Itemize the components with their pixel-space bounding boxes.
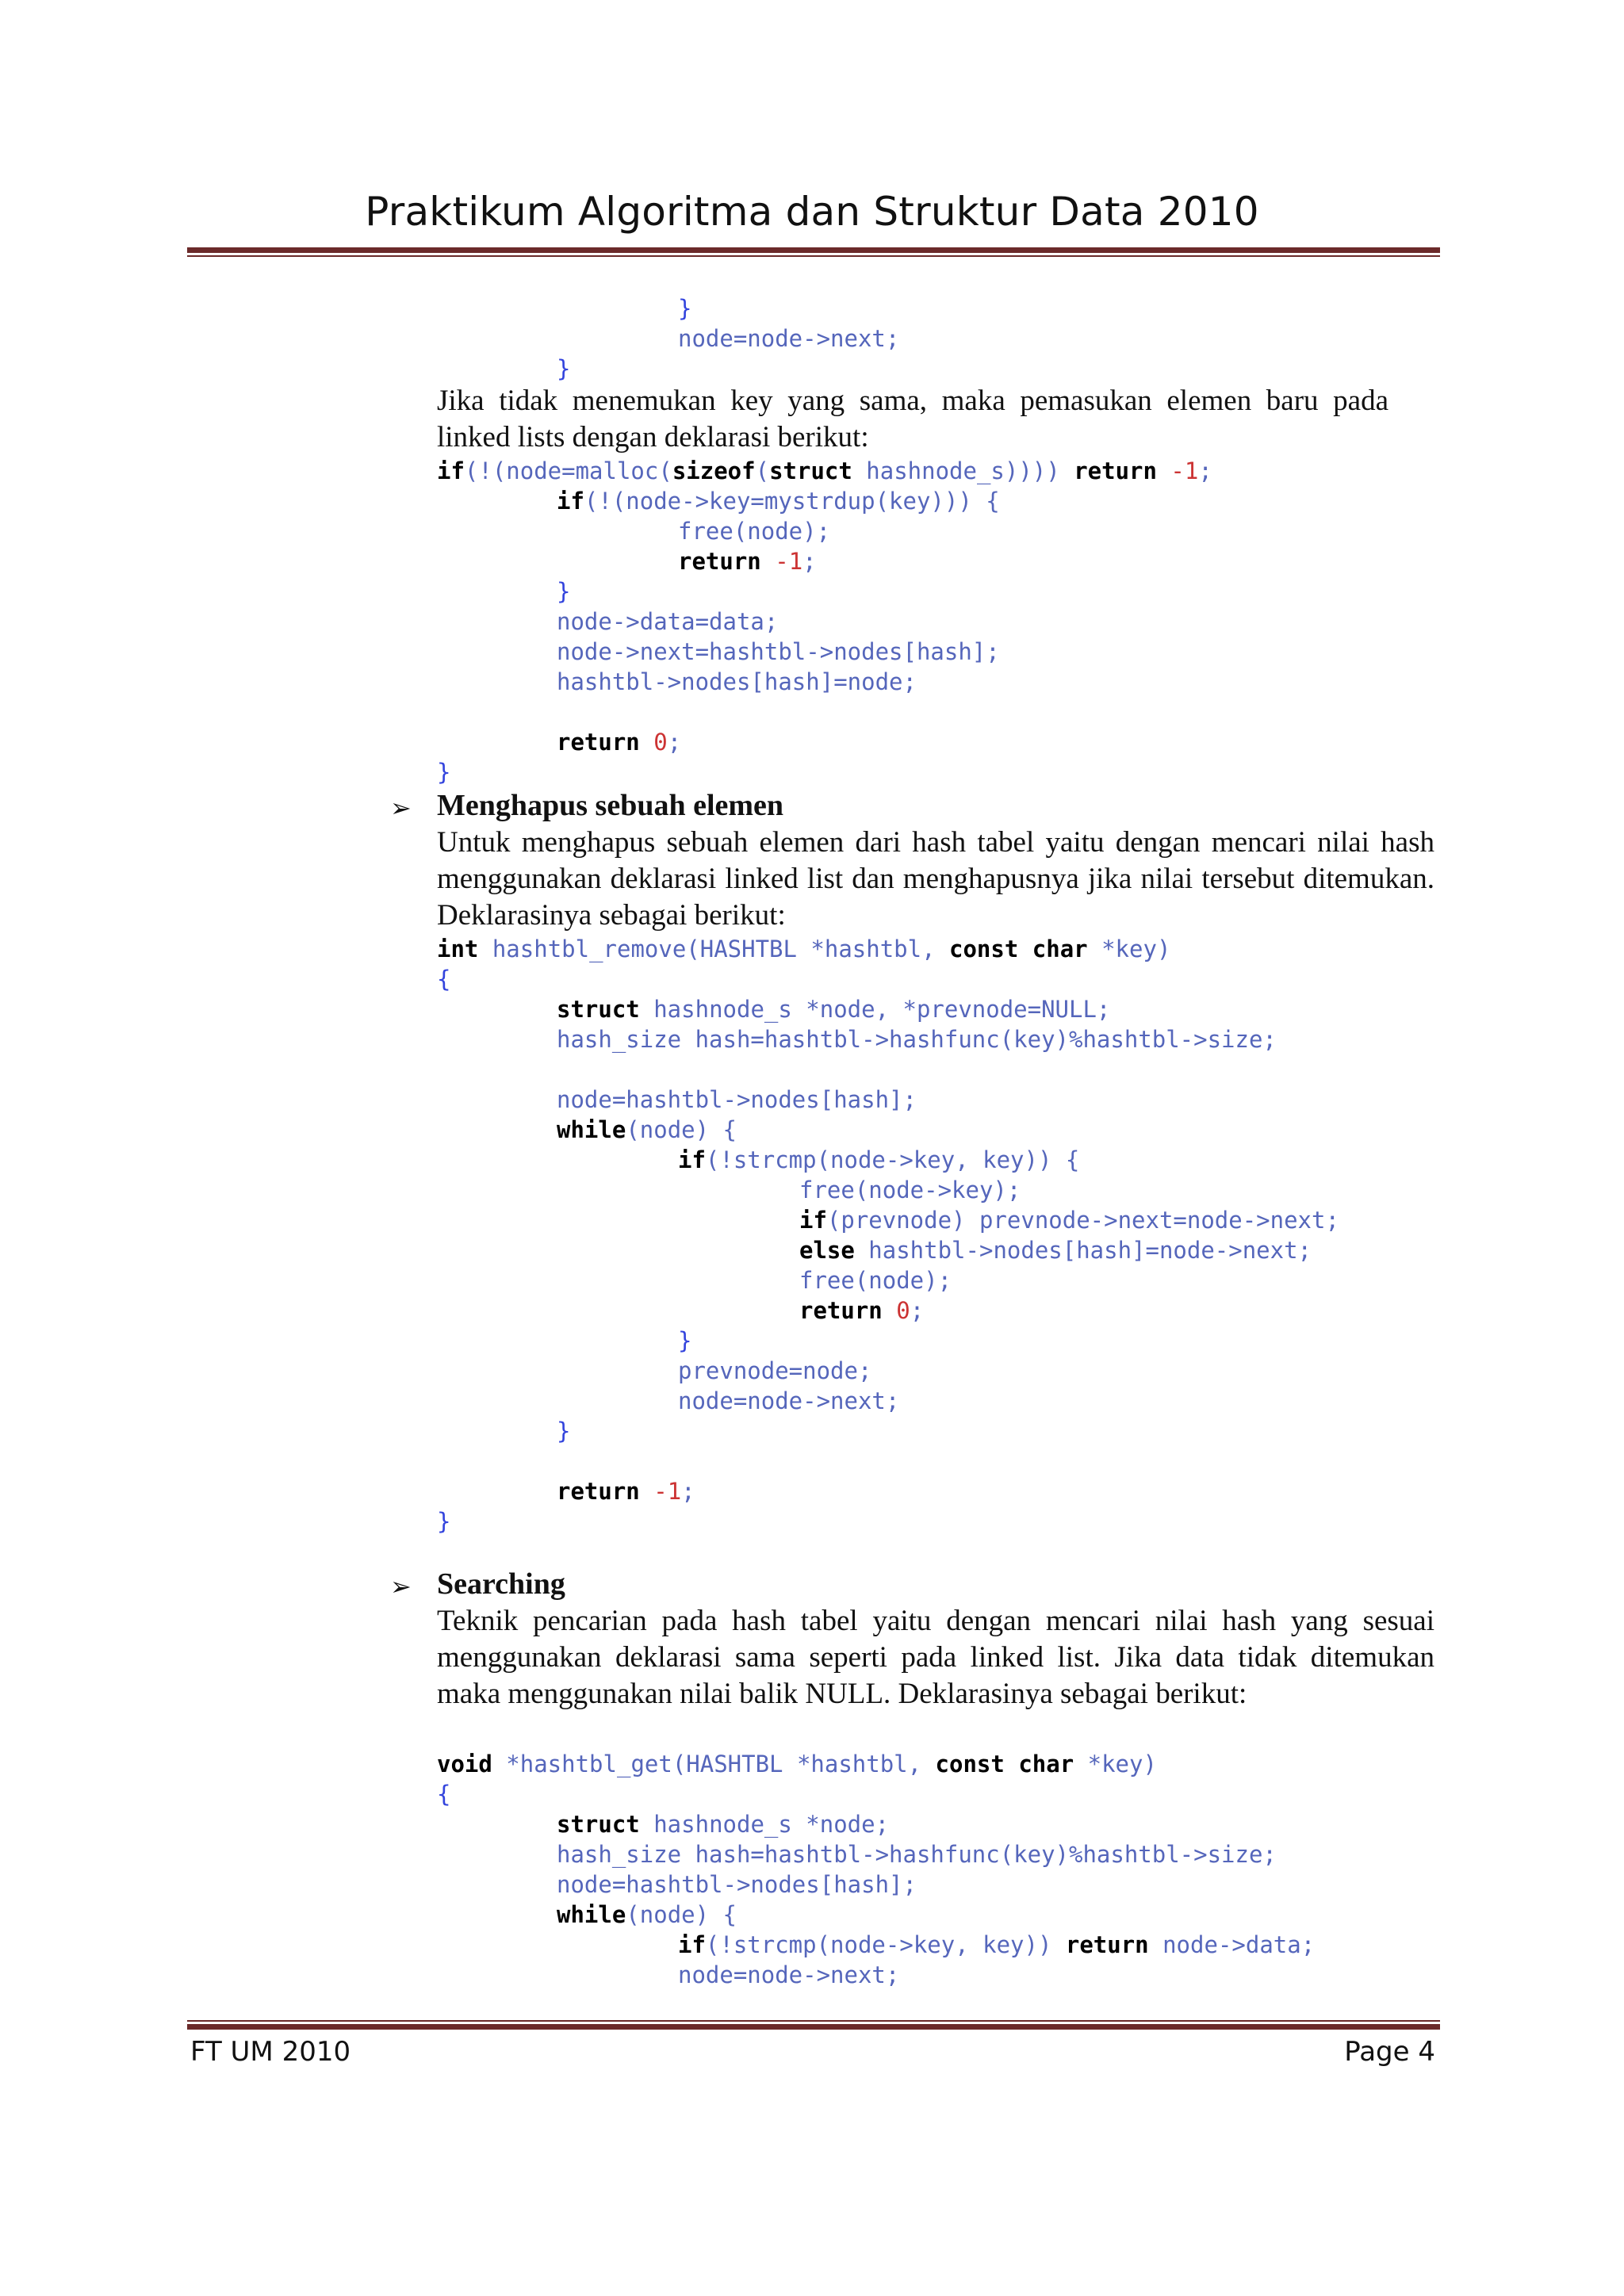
search-heading: Searching <box>437 1567 565 1601</box>
code-line: } <box>437 1508 451 1535</box>
remove-paragraph: Untuk menghapus sebuah elemen dari hash tabel yaitu dengan mencari nilai hash menggunakan deklarasi linked list dan menghapusnya jika nilai tersebut ditemukan. Deklarasinya sebagai berikut: <box>437 826 1434 932</box>
code-line: return -1; <box>557 1478 695 1505</box>
code-line: } <box>557 578 571 605</box>
code-line: struct hashnode_s *node, *prevnode=NULL; <box>557 996 1111 1023</box>
header-rule-thin <box>187 255 1440 257</box>
code-line: if(!strcmp(node->key, key)) return node->data; <box>678 1931 1316 1958</box>
code-line: hash_size hash=hashtbl->hashfunc(key)%hashtbl->size; <box>557 1841 1277 1868</box>
search-paragraph: Teknik pencarian pada hash tabel yaitu dengan mencari nilai hash yang sesuai menggunakan deklarasi sama seperti pada linked list. Jika data tidak ditemukan maka menggunakan nilai balik NULL. Deklarasinya sebagai berikut: <box>437 1605 1434 1710</box>
code-line: hash_size hash=hashtbl->hashfunc(key)%hashtbl->size; <box>557 1026 1277 1053</box>
code-line: if(prevnode) prevnode->next=node->next; <box>799 1207 1339 1234</box>
code-line: return -1; <box>678 548 817 575</box>
insert-paragraph: Jika tidak menemukan key yang sama, maka pemasukan elemen baru pada linked lists dengan deklarasi berikut: <box>437 385 1388 453</box>
bullet-arrow-icon: ➢ <box>390 1571 412 1601</box>
code-line: } <box>437 759 451 786</box>
footer-rule <box>187 2024 1440 2030</box>
page-header-title: Praktikum Algoritma dan Struktur Data 2010 <box>365 189 1259 235</box>
code-line: free(node); <box>678 518 831 545</box>
header-rule <box>187 247 1440 253</box>
code-line: if(!strcmp(node->key, key)) { <box>678 1146 1080 1173</box>
code-line: { <box>437 966 451 993</box>
code-line: while(node) { <box>557 1116 737 1143</box>
code-line: node->data=data; <box>557 608 779 635</box>
code-line: } <box>678 1327 692 1354</box>
code-line: void *hashtbl_get(HASHTBL *hashtbl, const char *key) <box>437 1751 1157 1777</box>
code-line: } <box>557 1418 571 1445</box>
code-line: return 0; <box>557 729 682 756</box>
code-line: } <box>678 295 692 322</box>
footer-rule-thin <box>187 2020 1440 2022</box>
code-line: if(!(node->key=mystrdup(key))) { <box>557 488 1000 515</box>
code-line: hashtbl->nodes[hash]=node; <box>557 668 917 695</box>
code-line: prevnode=node; <box>678 1357 872 1384</box>
code-line: else hashtbl->nodes[hash]=node->next; <box>799 1237 1312 1264</box>
code-line: while(node) { <box>557 1901 737 1928</box>
code-line: if(!(node=malloc(sizeof(struct hashnode_s)))) return -1; <box>437 457 1212 484</box>
remove-heading: Menghapus sebuah elemen <box>437 789 784 822</box>
code-line: return 0; <box>799 1297 925 1324</box>
code-line: node=node->next; <box>678 1387 900 1414</box>
code-line: node=hashtbl->nodes[hash]; <box>557 1086 917 1113</box>
code-line: int hashtbl_remove(HASHTBL *hashtbl, const char *key) <box>437 936 1171 962</box>
code-line: } <box>557 355 571 382</box>
code-line: free(node); <box>799 1267 952 1294</box>
bullet-arrow-icon: ➢ <box>390 793 412 823</box>
page-number: Page 4 <box>1344 2036 1435 2068</box>
code-line: node=hashtbl->nodes[hash]; <box>557 1871 917 1898</box>
code-line: struct hashnode_s *node; <box>557 1811 890 1838</box>
code-line: free(node->key); <box>799 1177 1021 1203</box>
code-line: node->next=hashtbl->nodes[hash]; <box>557 638 1000 665</box>
code-line: node=node->next; <box>678 325 900 352</box>
code-line: { <box>437 1781 451 1808</box>
footer-left: FT UM 2010 <box>190 2036 351 2068</box>
code-line: node=node->next; <box>678 1961 900 1988</box>
